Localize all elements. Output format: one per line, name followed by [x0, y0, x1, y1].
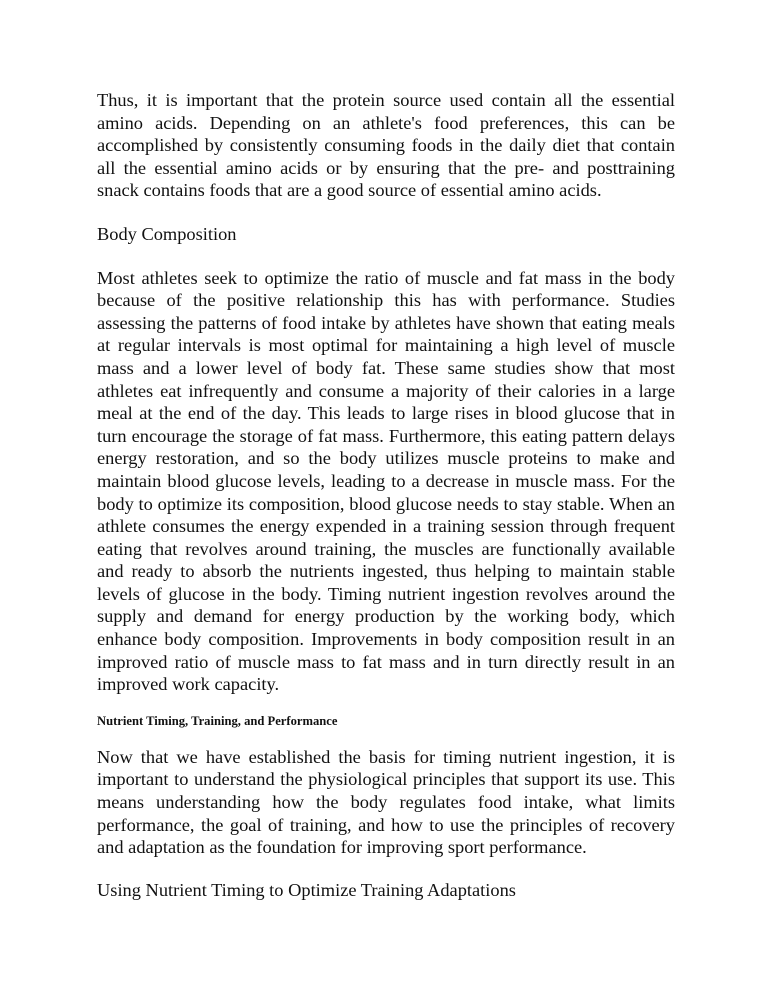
heading-training-adaptations: Using Nutrient Timing to Optimize Training Adaptations [97, 879, 516, 900]
heading-body-composition: Body Composition [97, 223, 237, 244]
paragraph-essential-amino-acids: Thus, it is important that the protein source used contain all the essential amino acids. Depending on an athlete's food preferences, this can be accomplished by consistently consuming foods in the daily diet that contain all the essential amino acids or by ensuring that the pre- and posttraining snack contains foods that are a good source of essential amino acids. [97, 90, 675, 201]
paragraph-body-composition: Most athletes seek to optimize the ratio of muscle and fat mass in the body because of the positive relationship this has with performance. Studies assessing the patterns of food intake by athletes have shown that eating meals at regular intervals is most optimal for maintaining a high level of muscle mass and a lower level of body fat. These same studies show that most athletes eat infrequently and consume a majority of their calories in a large meal at the end of the day. This leads to large rises in blood glucose that in turn encourage the storage of fat mass. Furthermore, this eating pattern delays energy restoration, and so the body utilizes muscle proteins to make and maintain blood glucose levels, leading to a decrease in muscle mass. For the body to optimize its composition, blood glucose needs to stay stable. When an athlete consumes the energy expended in a training session through frequent eating that revolves around training, the muscles are functionally available and ready to absorb the nutrients ingested, thus helping to maintain stable levels of glucose in the body. Timing nutrient ingestion revolves around the supply and demand for energy production by the working body, which enhance body composition. Improvements in body composition result in an improved ratio of muscle mass to fat mass and in turn directly result in an improved work capacity. [97, 267, 675, 695]
paragraph-physiological-principles: Now that we have established the basis for timing nutrient ingestion, it is important to understand the physiological principles that support its use. This means understanding how the body regulates food intake, what limits performance, the goal of training, and how to use the principles of recovery and adaptation as the foundation for improving sport performance. [97, 746, 675, 858]
heading-nutrient-timing-training-performance: Nutrient Timing, Training, and Performance [97, 713, 338, 728]
document-page [97, 89, 675, 901]
